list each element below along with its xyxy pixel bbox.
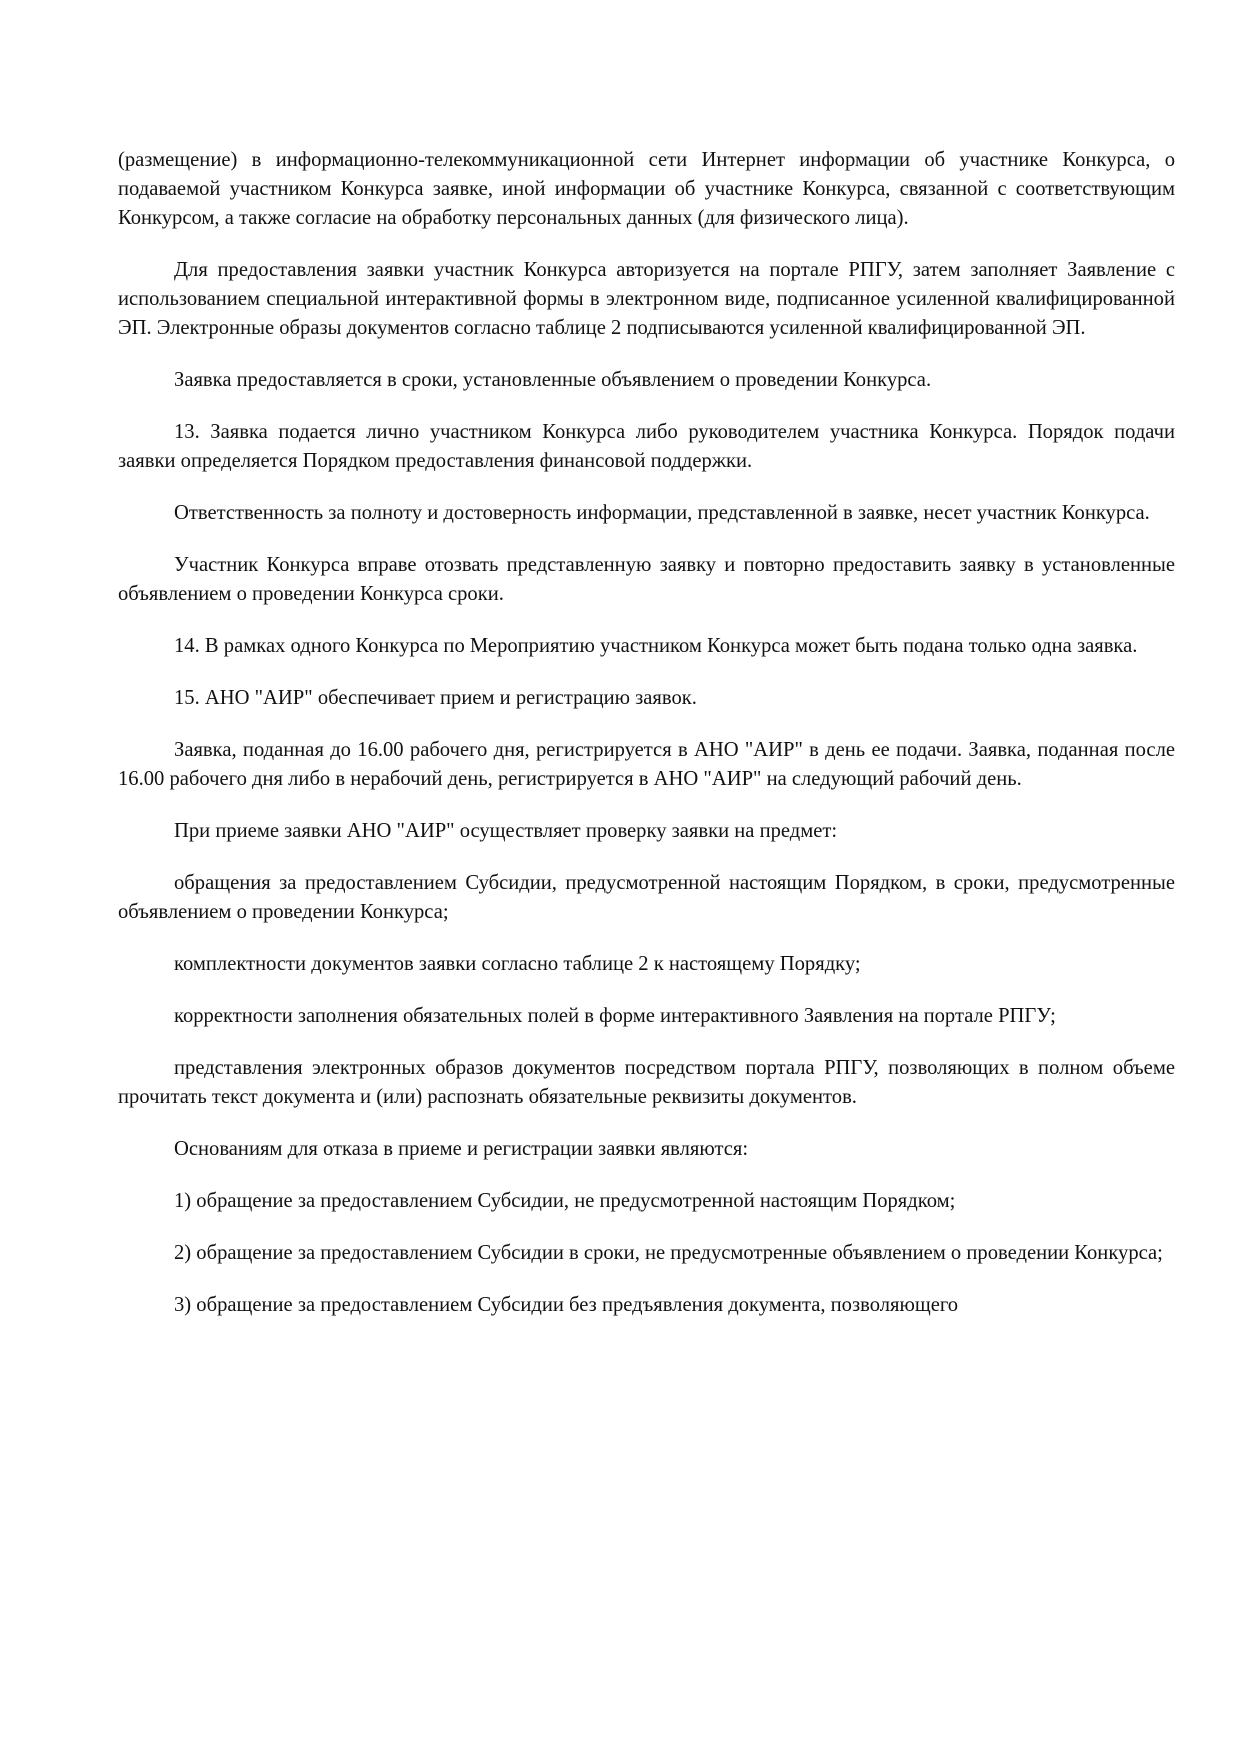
paragraph: Участник Конкурса вправе отозвать представленную заявку и повторно предоставить заявку в установленные объявлением о проведении Конкурса сроки.	[118, 554, 1175, 605]
paragraph: Основаниям для отказа в приеме и регистрации заявки являются:	[174, 1138, 749, 1160]
paragraph: 15. АНО "АИР" обеспечивает прием и регистрацию заявок.	[174, 687, 697, 709]
paragraph: (размещение) в информационно-телекоммуникационной сети Интернет информации об участнике Конкурса, о подаваемой участником Конкурса заявке, иной информации об участнике Конкурса, связанной с соответствующим Конкурсом, а также согласие на обработку персональных данных (для физического лица).	[118, 149, 1175, 229]
paragraph: Заявка предоставляется в сроки, установленные объявлением о проведении Конкурса.	[174, 369, 932, 391]
paragraph: Ответственность за полноту и достоверность информации, представленной в заявке, несет участник Конкурса.	[174, 502, 1150, 524]
document-page	[118, 146, 1175, 1320]
paragraph: комплектности документов заявки согласно таблице 2 к настоящему Порядку;	[174, 953, 861, 975]
paragraph: Для предоставления заявки участник Конкурса авторизуется на портале РПГУ, затем заполняет Заявление с использованием специальной интерактивной формы в электронном виде, подписанное усиленной квалифицированной ЭП. Электронные образы документов согласно таблице 2 подписываются усиленной квалифицированной ЭП.	[118, 259, 1175, 339]
paragraph: 14. В рамках одного Конкурса по Мероприятию участником Конкурса может быть подана только одна заявка.	[174, 635, 1138, 657]
paragraph: 1) обращение за предоставлением Субсидии, не предусмотренной настоящим Порядком;	[174, 1190, 956, 1212]
paragraph: 13. Заявка подается лично участником Конкурса либо руководителем участника Конкурса. Порядок подачи заявки определяется Порядком предоставления финансовой поддержки.	[118, 421, 1175, 472]
paragraph: При приеме заявки АНО "АИР" осуществляет проверку заявки на предмет:	[174, 820, 838, 842]
paragraph: Заявка, поданная до 16.00 рабочего дня, регистрируется в АНО "АИР" в день ее подачи. Заявка, поданная после 16.00 рабочего дня либо в нерабочий день, регистрируется в АНО "АИР" на следующий рабочий день.	[118, 739, 1175, 790]
paragraph: корректности заполнения обязательных полей в форме интерактивного Заявления на портале РПГУ;	[174, 1005, 1056, 1027]
paragraph: 2) обращение за предоставлением Субсидии в сроки, не предусмотренные объявлением о проведении Конкурса;	[174, 1242, 1163, 1264]
paragraph: 3) обращение за предоставлением Субсидии без предъявления документа, позволяющего	[174, 1294, 959, 1316]
paragraph: обращения за предоставлением Субсидии, предусмотренной настоящим Порядком, в сроки, предусмотренные объявлением о проведении Конкурса;	[118, 872, 1175, 923]
paragraph: представления электронных образов документов посредством портала РПГУ, позволяющих в полном объеме прочитать текст документа и (или) распознать обязательные реквизиты документов.	[118, 1057, 1175, 1108]
